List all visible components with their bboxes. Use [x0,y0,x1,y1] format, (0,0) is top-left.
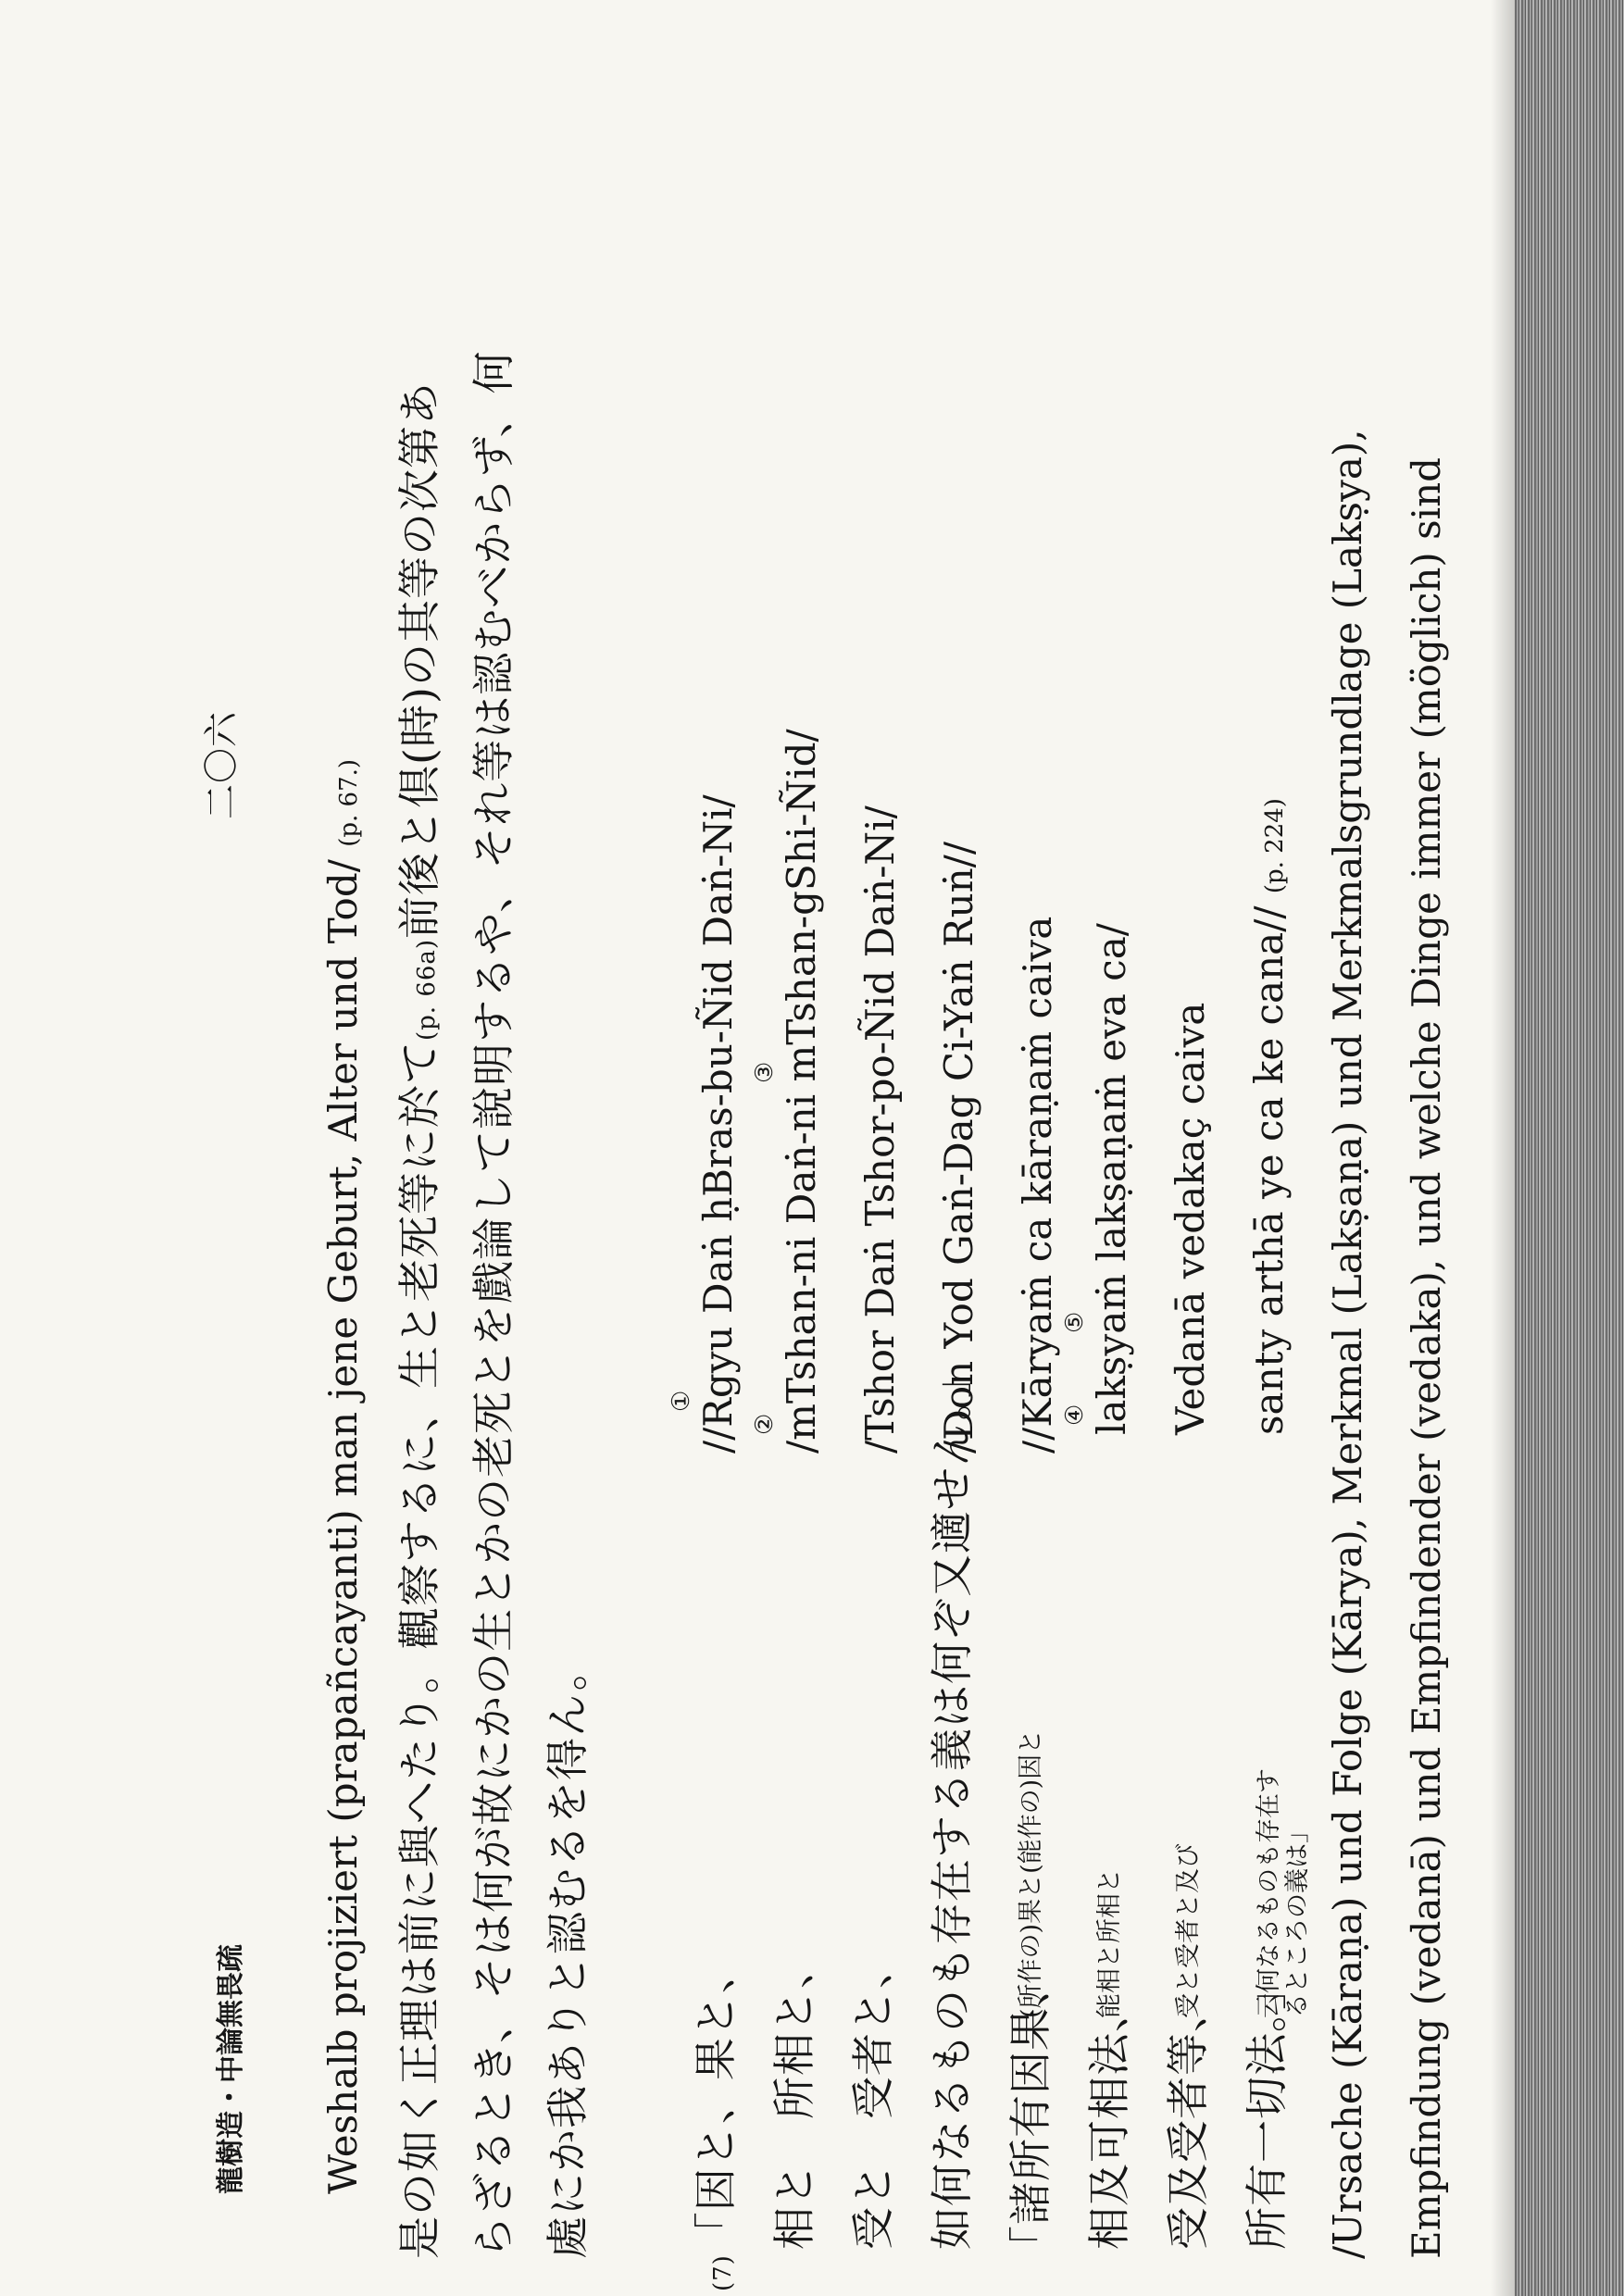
rotated-book-page [83,350,1491,2291]
verse-marker: (7) [709,2254,737,2291]
sanskrit-line-3: Vedanā vedakaç caiva [1168,1002,1213,1435]
verse-zh-4: 所有一切法。」 [1242,1966,1292,2250]
sanskrit-line-1: //Kāryaṁ ca kāraṇaṁ caiva [1015,916,1060,1454]
verse-gloss-1: (所作の)果と(能作の)因と [1017,1728,1045,2018]
scan-binding-shadow [1515,0,1624,2296]
verse-jp-1: (7)「因と、果と、 [691,1950,741,2291]
verse-zh-1: 「諸所有因果、 [1006,1964,1056,2268]
prose-text: 是の如く正理は前に與へたり。觀察するに、生と老死等に於て [394,1041,444,2259]
page-ref: (p. 67.) [335,758,363,847]
verse-gloss-3: 受と受者と及び [1174,1843,1203,2018]
prose-line-2 [394,381,444,2259]
german-line-1: /Ursache (Kāraṇa) und Folge (Kārya), Merkmal (Lakṣaṇa) und Merkmalsgrundlage (Lakṣya), [1325,429,1370,2259]
prose-text-tail: 前後と倶(時)の其等の次第あ [394,381,444,939]
footnote-mark: ① [668,1390,695,1412]
prose-line-1 [320,758,366,2194]
footnote-mark: ② [751,1413,779,1435]
footnote-mark: ⑤ [1061,1311,1089,1333]
page-ref: (p. 66a) [413,938,441,1041]
sanskrit-line-2: ④ ⑤ lakṣyaṁ lakṣaṇaṁ eva ca/ [1061,923,1134,1435]
tibetan-line-2: ② ③ /mTshan-ni Daṅ-ni mTshan-gShi-Ñid/ [751,729,824,1454]
verse-jp-3: 受と 受者と、 [848,1945,898,2250]
page-number: 二〇六 [201,710,242,819]
tibetan-line-3: /Tshor Daṅ Tshor-po-Ñid Daṅ-Ni/ [857,805,903,1454]
footnote-mark: ③ [751,1061,779,1083]
sanskrit-line-4: santy arthā ye ca ke cana// (p. 224) [1246,798,1292,1435]
german-line-2: Empfindung (vedanā) und Empfindender (vedaka), und welche Dinge immer (möglich) sind [1404,456,1449,2259]
verse-jp-2: 相と 所相と、 [769,1945,819,2250]
page-ref: (p. 224) [1261,798,1289,894]
tibetan-line-4: /Don Yod Gaṅ-Dag Ci-Yaṅ Ruṅ// [936,842,981,1454]
footnote-mark: ④ [1061,1404,1089,1426]
prose-text: Weshalb projiziert (prapañcayanti) man jene Geburt, Alter und Tod/ [320,859,366,2194]
verse-zh-2: 相及可相法、 [1084,1989,1134,2250]
verse-gloss-4: 云何なるものも存在するところの義は」 [1255,1768,1313,2018]
tibetan-line-1: ① //Rgyu Daṅ ḥBras-bu-Ñid Daṅ-Ni/ [668,794,741,1454]
prose-line-4: 處にか我ありと認むるを得ん。 [543,1647,593,2259]
verse-jp-4: 如何なるものも存在する義は何ぞ又適せん。」 [927,1354,977,2250]
scan-binding-edge [1491,0,1515,2296]
verse-gloss-2: 能相と所相と [1095,1868,1124,2018]
running-title: 龍樹造・中論無畏疏 [215,1944,247,2194]
verse-zh-3: 受及受者等、 [1163,1989,1213,2250]
prose-line-3: らざるとき、そは何が故にかの生とかの老死とを戲論して說明するや、それ等は認むべからず、何 [468,350,518,2259]
